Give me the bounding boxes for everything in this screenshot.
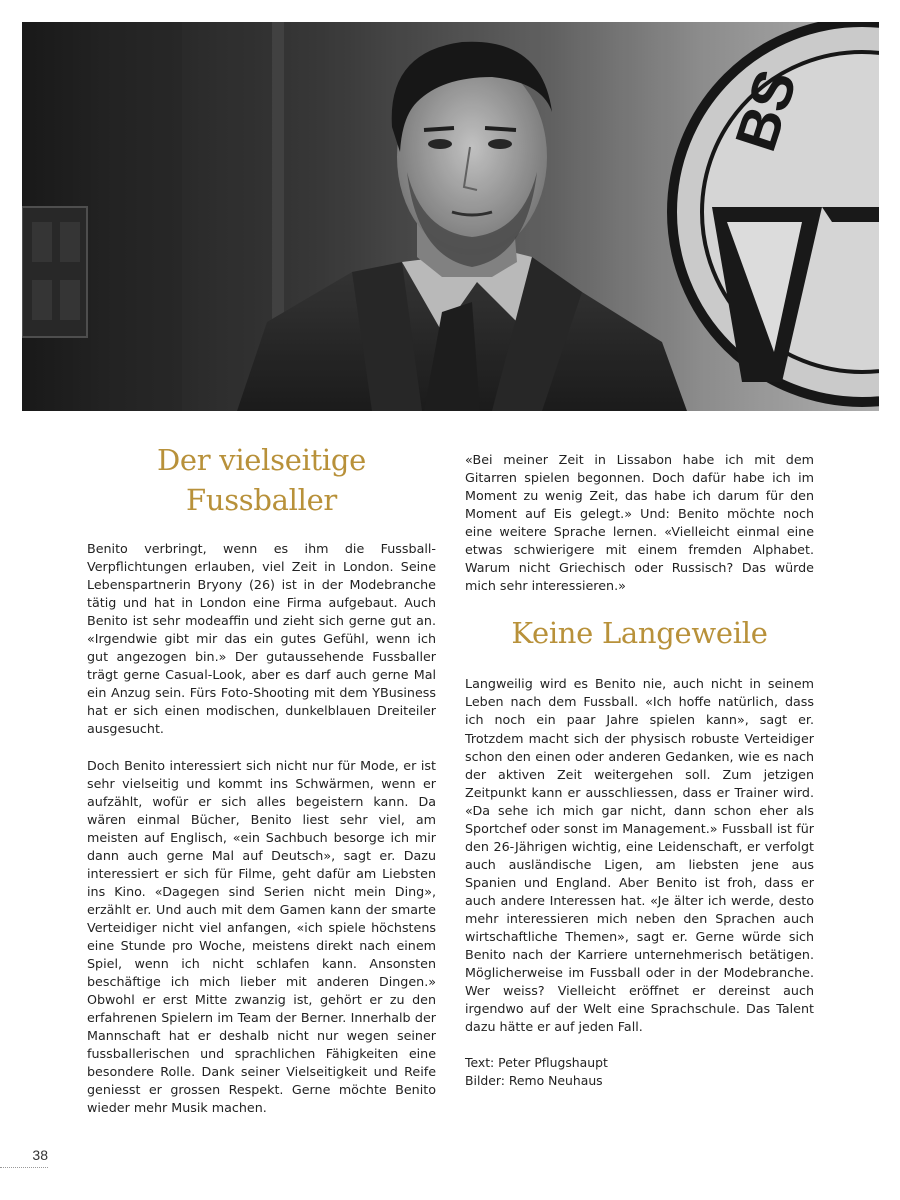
section-heading-vielseitige — [87, 440, 436, 520]
portrait-illustration — [22, 22, 879, 411]
section-heading-langeweile: Keine Langeweile — [511, 616, 768, 651]
credit-image-author: Bilder: Remo Neuhaus — [465, 1073, 603, 1089]
body-paragraph: Langweilig wird es Benito nie, auch nicht in seinem Leben nach dem Fussball. «Ich hoffe natürlich, dass ich noch ein paar Jahre spielen kann», sagt er. Trotzdem macht sich der physisch robuste Verteidiger schon den einen oder anderen Gedanken, wie es nach der aktiven Zeit weitergehen soll. Zum jetzigen Zeitpunkt kann er ausschliessen, dass er Trainer wird. «Da sehe ich mich gar nicht, dann schon eher als Sportchef oder sonst im Management.» Fussball ist für den 26-Jährigen wichtig, eine Leidenschaft, er verfolgt auch ausländische Ligen, am liebsten jene aus Spanien und England. Aber Benito ist froh, dass er auch andere Interessen hat. «Je älter ich werde, desto mehr interessieren mich neben den Sprachen auch wirtschaftliche Themen», sagt er. Gerne würde sich Benito nach der Karriere unternehmerisch betätigen. Möglicherweise im Fussball oder in der Modebranche. Wer weiss? Vielleicht eröffnet er dereinst auch irgendwo auf der Welt eine Sprachschule. Das Talent dazu hätte er auf jeden Fall. — [465, 676, 814, 1035]
body-paragraph: Doch Benito interessiert sich nicht nur für Mode, er ist sehr vielseitig und kommt ins Schwärmen, wenn er aufzählt, wofür er sich alles begeistern kann. Da wären einmal Bücher, Benito liest sehr viel, am meisten auf Englisch, «ein Sachbuch besorge ich mir dann auch gerne Mal auf Deutsch», sagt er. Dazu interessiert er sich für Filme, geht dafür am Liebsten ins Kino. «Dagegen sind Serien nicht mein Ding», erzählt er. Und auch mit dem Gamen kann der smarte Verteidiger nicht viel anfangen, «ich spiele höchstens eine Stunde pro Woche, meistens direkt nach einem Spiel, wenn ich nicht schlafen kann. Ansonsten beschäftige ich mich lieber mit anderen Dingen.» Obwohl er erst Mitte zwanzig ist, gehört er zu den erfahrenen Spielern im Team der Berner. Innerhalb der Mannschaft hat er deshalb nicht nur wegen seiner fussballerischen und sprachlichen Fähigkeiten eine besondere Rolle. Dank seiner Vielseitigkeit und Reife geniesst er grossen Respekt. Gerne möchte Benito wieder mehr Musik machen. — [87, 757, 436, 1116]
credits — [465, 1054, 814, 1090]
heading-line-2: Fussballer — [186, 483, 337, 517]
right-column — [465, 451, 814, 1090]
hero-photo — [22, 22, 879, 411]
body-paragraph: «Bei meiner Zeit in Lissabon habe ich mit dem Gitarren spielen begonnen. Doch dafür habe ich im Moment zu wenig Zeit, das habe ich darum für den Moment auf Eis gelegt.» Und: Benito möchte noch eine weitere Sprache lernen. «Vielleicht einmal eine etwas schwierigere mit einem fremden Alphabet. Warum nicht Griechisch oder Russisch? Das würde mich sehr interessieren.» — [465, 452, 814, 594]
heading-line-1: Der vielseitige — [156, 443, 367, 477]
badge-lettering: BS — [722, 62, 810, 159]
page-number: 38 — [0, 1147, 48, 1168]
body-paragraph: Benito verbringt, wenn es ihm die Fussball-Verpflichtungen erlauben, viel Zeit in London. Seine Lebenspartnerin Bryony (26) ist in der Modebranche tätig und hat in London eine Firma aufgebaut. Auch Benito ist sehr modeaffin und zieht sich gerne gut an. «Irgendwie gibt mir das ein gutes Gefühl, wenn ich gut angezogen bin.» Der gutaussehende Fussballer trägt gerne Casual-Look, aber es darf auch gerne Mal ein Anzug sein. Fürs Foto-Shooting mit dem YBusiness hat er sich einen modischen, dunkelblauen Dreiteiler ausgesucht. — [87, 541, 436, 737]
left-column — [87, 440, 436, 1117]
credit-text-author: Text: Peter Pflugshaupt — [465, 1055, 608, 1071]
